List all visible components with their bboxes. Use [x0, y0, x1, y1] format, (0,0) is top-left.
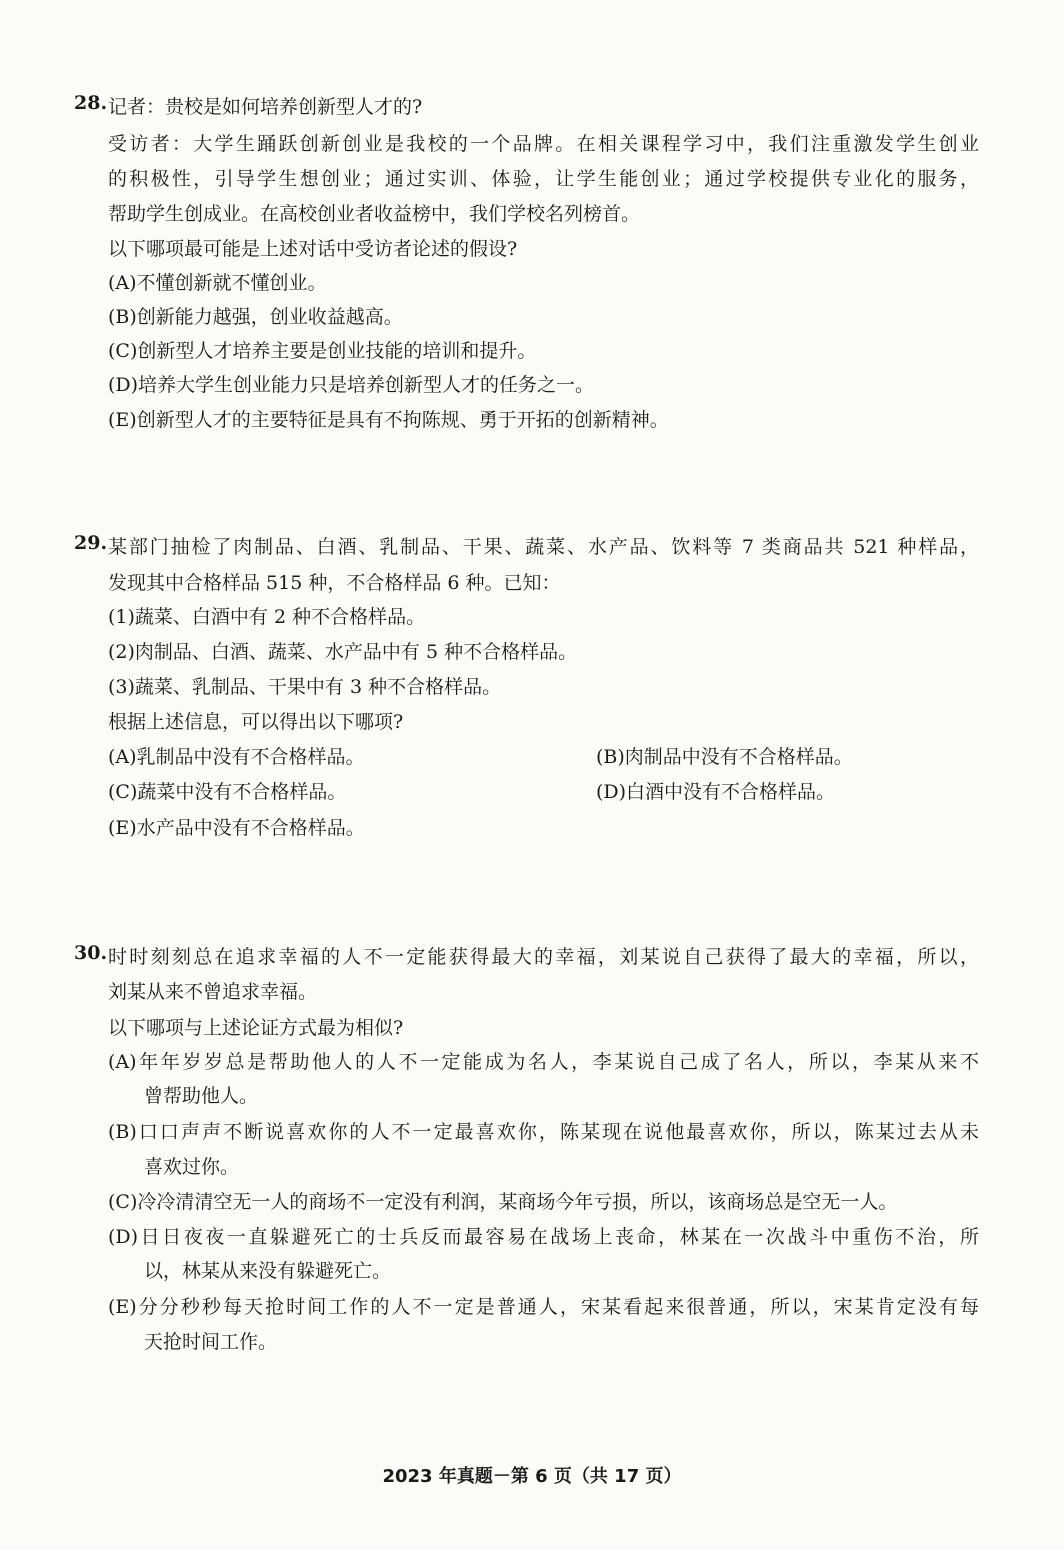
condition-3: (3)蔬菜、乳制品、干果中有 3 种不合格样品。	[108, 676, 502, 698]
question-stem-line: 受访者：大学生踊跃创新创业是我校的一个品牌。在相关课程学习中，我们注重激发学生创业	[108, 133, 979, 155]
question-number: 28.	[74, 92, 108, 114]
question-stem-line: 刘某从来不曾追求幸福。	[108, 981, 318, 1003]
question-number: 30.	[74, 942, 108, 964]
question-stem-line: 时时刻刻总在追求幸福的人不一定能获得最大的幸福，刘某说自己获得了最大的幸福，所以，	[108, 946, 979, 968]
answer-option-c[interactable]: (C)创新型人才培养主要是创业技能的培训和提升。	[108, 340, 537, 362]
page-footer: 2023 年真题－第 6 页（共 17 页）	[382, 1466, 682, 1487]
question-prompt: 以下哪项最可能是上述对话中受访者论述的假设?	[108, 238, 518, 260]
question-stem-line: 的积极性，引导学生想创业；通过实训、体验，让学生能创业；通过学校提供专业化的服务，	[108, 168, 979, 190]
answer-option-b-continued[interactable]: 喜欢过你。	[144, 1156, 240, 1178]
answer-option-e[interactable]: (E)分分秒秒每天抢时间工作的人不一定是普通人，宋某看起来很普通，所以，宋某肯定没有每	[108, 1296, 979, 1318]
answer-option-d-continued[interactable]: 以，林某从来没有躲避死亡。	[144, 1260, 392, 1282]
answer-option-b[interactable]: (B)口口声声不断说喜欢你的人不一定最喜欢你，陈某现在说他最喜欢你，所以，陈某过去从未	[108, 1121, 979, 1143]
condition-1: (1)蔬菜、白酒中有 2 种不合格样品。	[108, 606, 426, 628]
question-prompt: 以下哪项与上述论证方式最为相似?	[108, 1017, 404, 1039]
answer-option-a[interactable]: (A)不懂创新就不懂创业。	[108, 272, 327, 294]
answer-option-a[interactable]: (A)年年岁岁总是帮助他人的人不一定能成为名人，李某说自己成了名人，所以，李某从来不	[108, 1051, 979, 1073]
question-number: 29.	[74, 532, 108, 554]
question-stem-line: 发现其中合格样品 515 种，不合格样品 6 种。已知：	[108, 572, 561, 594]
answer-option-d[interactable]: (D)日日夜夜一直躲避死亡的士兵反而最容易在战场上丧命，林某在一次战斗中重伤不治，所	[108, 1226, 979, 1248]
answer-option-e[interactable]: (E)创新型人才的主要特征是具有不拘陈规、勇于开拓的创新精神。	[108, 409, 669, 431]
answer-option-b[interactable]: (B)肉制品中没有不合格样品。	[596, 746, 853, 768]
answer-option-d[interactable]: (D)培养大学生创业能力只是培养创新型人才的任务之一。	[108, 374, 595, 396]
answer-option-a[interactable]: (A)乳制品中没有不合格样品。	[108, 746, 365, 768]
question-stem-line: 某部门抽检了肉制品、白酒、乳制品、干果、蔬菜、水产品、饮料等 7 类商品共 521 种样品，	[108, 536, 979, 558]
answer-option-c[interactable]: (C)冷冷清清空无一人的商场不一定没有利润，某商场今年亏损，所以，该商场总是空无一人。	[108, 1191, 898, 1213]
answer-option-a-continued[interactable]: 曾帮助他人。	[144, 1085, 259, 1107]
answer-option-e-continued[interactable]: 天抢时间工作。	[144, 1331, 278, 1353]
answer-option-b[interactable]: (B)创新能力越强，创业收益越高。	[108, 306, 403, 328]
condition-2: (2)肉制品、白酒、蔬菜、水产品中有 5 种不合格样品。	[108, 641, 578, 663]
question-stem-line: 记者：贵校是如何培养创新型人才的?	[108, 96, 423, 118]
answer-option-d[interactable]: (D)白酒中没有不合格样品。	[596, 781, 836, 803]
answer-option-c[interactable]: (C)蔬菜中没有不合格样品。	[108, 781, 347, 803]
question-stem-line: 帮助学生创成业。在高校创业者收益榜中，我们学校名列榜首。	[108, 203, 641, 225]
question-prompt: 根据上述信息，可以得出以下哪项?	[108, 711, 404, 733]
answer-option-e[interactable]: (E)水产品中没有不合格样品。	[108, 817, 365, 839]
